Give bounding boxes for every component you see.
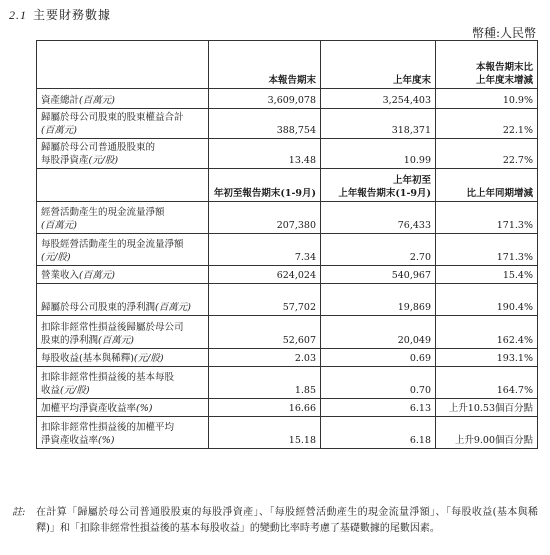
row-value-prior: 2.70 bbox=[321, 234, 436, 266]
row-value-current: 207,380 bbox=[209, 202, 321, 234]
row-label-cell bbox=[37, 266, 209, 284]
row-label: 扣除非經常性損益後歸屬於母公司 bbox=[41, 322, 184, 333]
header-change-line2: 上年度末增減 bbox=[475, 75, 533, 86]
row-label: 歸屬於母公司股東的股東權益合計 bbox=[41, 112, 184, 123]
row-unit: (元/股) bbox=[60, 385, 90, 396]
row-value-current: 1.85 bbox=[209, 367, 321, 399]
row-label-cell bbox=[37, 399, 209, 417]
section-number: 2.1 bbox=[9, 8, 27, 22]
row-unit: (百萬元) bbox=[79, 95, 115, 106]
row-value-change: 190.4% bbox=[436, 284, 538, 316]
header-prior-ytd-line1: 上年初至 bbox=[392, 175, 431, 186]
header-prior-ytd bbox=[321, 169, 436, 202]
row-label-cont: 每股淨資產(元/股) bbox=[41, 155, 119, 166]
row-label-cell bbox=[37, 234, 209, 266]
row-value-change: 171.3% bbox=[436, 234, 538, 266]
row-label-cont: 收益(元/股) bbox=[41, 385, 90, 396]
table-row bbox=[37, 202, 538, 234]
header-ytd: 年初至報告期末(1-9月) bbox=[209, 169, 321, 202]
row-unit: (百萬元) bbox=[155, 302, 191, 313]
row-value-change: 171.3% bbox=[436, 202, 538, 234]
row-value-prior: 10.99 bbox=[321, 139, 436, 169]
row-label: 扣除非經常性損益後的基本每股 bbox=[41, 372, 175, 383]
section-heading: 主要財務數據 bbox=[33, 8, 112, 22]
row-value-change: 193.1% bbox=[436, 349, 538, 367]
row-value-current: 388,754 bbox=[209, 109, 321, 139]
row-value-change: 162.4% bbox=[436, 316, 538, 349]
header-prior-year-end: 上年度末 bbox=[321, 41, 436, 89]
row-value-current: 16.66 bbox=[209, 399, 321, 417]
row-value-change: 上升10.53個百分點 bbox=[436, 399, 538, 417]
row-label-cell bbox=[37, 316, 209, 349]
row-label: 歸屬於母公司股東的淨利潤 bbox=[41, 302, 156, 313]
header-prior-ytd-line2: 上年報告期末(1-9月) bbox=[338, 188, 431, 199]
header-change-vs-year-end bbox=[436, 41, 538, 89]
table-row bbox=[37, 367, 538, 399]
row-label: 每股經營活動產生的現金流量淨額 bbox=[41, 239, 184, 250]
row-value-current: 624,024 bbox=[209, 266, 321, 284]
row-value-prior: 19,869 bbox=[321, 284, 436, 316]
row-label-cell bbox=[37, 109, 209, 139]
section-title bbox=[9, 6, 111, 23]
row-label: 資產總計 bbox=[41, 95, 80, 106]
header-change-line1: 本報告期末比 bbox=[475, 62, 533, 73]
row-value-change: 22.7% bbox=[436, 139, 538, 169]
row-unit: (元/股) bbox=[88, 155, 119, 166]
row-value-prior: 3,254,403 bbox=[321, 89, 436, 109]
row-label: 每股收益(基本與稀釋) bbox=[41, 353, 134, 364]
row-value-prior: 20,049 bbox=[321, 316, 436, 349]
header-change-yoy: 比上年同期增減 bbox=[436, 169, 538, 202]
row-value-prior: 0.70 bbox=[321, 367, 436, 399]
row-label: 營業收入 bbox=[41, 270, 80, 281]
table-row bbox=[37, 89, 538, 109]
row-unit: (百萬元) bbox=[98, 335, 134, 346]
row-value-current: 7.34 bbox=[209, 234, 321, 266]
row-value-current: 15.18 bbox=[209, 417, 321, 449]
row-value-prior: 318,371 bbox=[321, 109, 436, 139]
row-value-change: 10.9% bbox=[436, 89, 538, 109]
table-row bbox=[37, 234, 538, 266]
row-label-cell bbox=[37, 139, 209, 169]
row-value-change: 15.4% bbox=[436, 266, 538, 284]
row-value-change: 164.7% bbox=[436, 367, 538, 399]
table-row bbox=[37, 399, 538, 417]
table-row bbox=[37, 417, 538, 449]
row-label-cell bbox=[37, 367, 209, 399]
row-value-prior: 0.69 bbox=[321, 349, 436, 367]
row-value-current: 52,607 bbox=[209, 316, 321, 349]
row-unit: (百萬元) bbox=[79, 270, 115, 281]
row-value-prior: 76,433 bbox=[321, 202, 436, 234]
row-label: 扣除非經常性損益後的加權平均 bbox=[41, 422, 175, 433]
row-label-cell bbox=[37, 89, 209, 109]
row-value-current: 2.03 bbox=[209, 349, 321, 367]
row-label: 歸屬於母公司普通股股東的 bbox=[41, 142, 156, 153]
row-unit: (元/股) bbox=[133, 353, 164, 364]
row-label-cell bbox=[37, 202, 209, 234]
row-unit: (百萬元) bbox=[41, 125, 77, 136]
table-row bbox=[37, 266, 538, 284]
row-label-cell bbox=[37, 349, 209, 367]
table-header-period-end bbox=[37, 41, 538, 89]
row-value-change: 22.1% bbox=[436, 109, 538, 139]
table-row bbox=[37, 316, 538, 349]
row-value-current: 57,702 bbox=[209, 284, 321, 316]
row-label-cont: 股東的淨利潤(百萬元) bbox=[41, 335, 134, 346]
table-header-ytd bbox=[37, 169, 538, 202]
row-label-cell bbox=[37, 417, 209, 449]
row-label: 加權平均淨資產收益率 bbox=[41, 403, 137, 414]
row-label-cont: 淨資產收益率(%) bbox=[41, 435, 115, 446]
table-row bbox=[37, 139, 538, 169]
row-unit: (%) bbox=[98, 435, 115, 446]
header-current-period-end: 本報告期末 bbox=[209, 41, 321, 89]
row-value-prior: 540,967 bbox=[321, 266, 436, 284]
table-row bbox=[37, 109, 538, 139]
row-value-change: 上升9.00個百分點 bbox=[436, 417, 538, 449]
table-row bbox=[37, 284, 538, 316]
currency-label: 幣種:人民幣 bbox=[471, 26, 536, 40]
header-blank-cell bbox=[37, 41, 209, 89]
row-label-cell bbox=[37, 284, 209, 316]
footnote-text: 在計算「歸屬於母公司普通股股東的每股淨資產」、「每股經營活動產生的現金流量淨額」、「每股收益(基本與稀釋)」和「扣除非經常性損益後的基本每股收益」的變動比率時考慮了基礎數據的尾數因素。 bbox=[36, 507, 538, 534]
row-unit: (百萬元) bbox=[41, 220, 77, 231]
row-value-current: 3,609,078 bbox=[209, 89, 321, 109]
row-unit: (元/股) bbox=[41, 252, 71, 263]
header-blank-cell bbox=[37, 169, 209, 202]
row-value-prior: 6.18 bbox=[321, 417, 436, 449]
table-row bbox=[37, 349, 538, 367]
financial-data-table bbox=[36, 40, 538, 449]
row-unit: (%) bbox=[136, 403, 153, 414]
row-value-current: 13.48 bbox=[209, 139, 321, 169]
row-label: 經營活動產生的現金流量淨額 bbox=[41, 207, 165, 218]
footnote bbox=[12, 505, 538, 537]
footnote-mark: 註: bbox=[12, 507, 26, 518]
row-value-prior: 6.13 bbox=[321, 399, 436, 417]
